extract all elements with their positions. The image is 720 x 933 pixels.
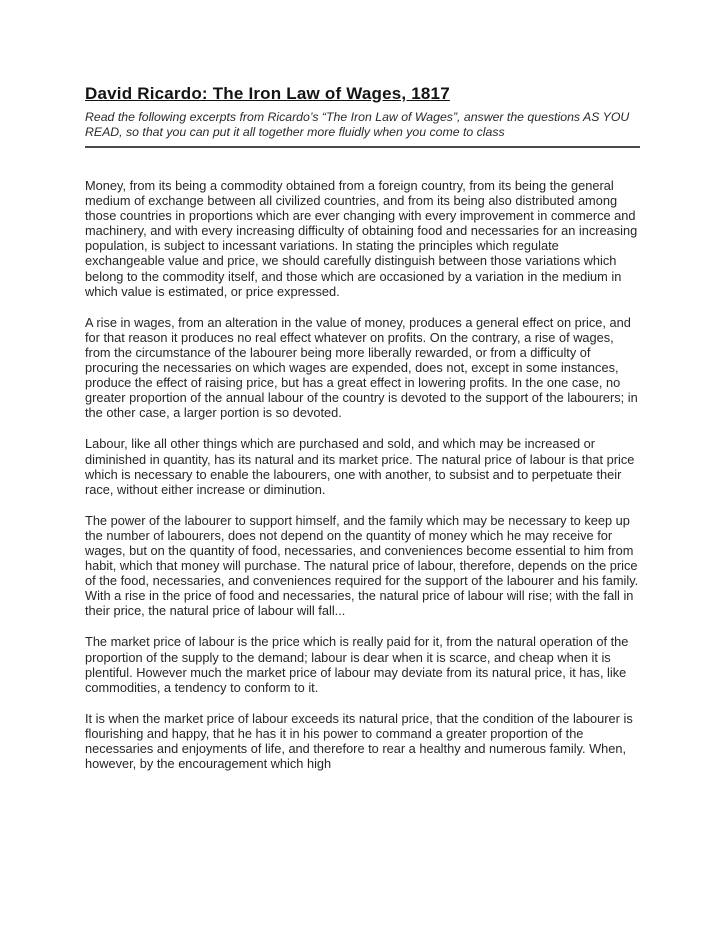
document-content	[85, 84, 640, 771]
horizontal-rule	[85, 146, 640, 148]
paragraph-labour-natural-market-price: Labour, like all other things which are purchased and sold, and which may be increased or diminished in quantity, has its natural and its market price. The natural price of labour is that price which is necessary to enable the labourers, one with another, to subsist and to perpetuate their race, without either increase or diminution.	[85, 436, 635, 497]
instructions-text: Read the following excerpts from Ricardo’s “The Iron Law of Wages”, answer the questions AS YOU READ, so that you can put it all together more fluidly when you come to class	[85, 110, 630, 139]
excerpt-body	[85, 178, 640, 771]
paragraph-money-commodity: Money, from its being a commodity obtained from a foreign country, from its being the general medium of exchange between all civilized countries, and from its being also distributed among those countries in proportions which are ever changing with every improvement in commerce and machinery, and with every increasing difficulty of obtaining food and necessaries for an increasing population, is subject to incessant variations. In stating the principles which regulate exchangeable value and price, we should carefully distinguish between those variations which belong to the commodity itself, and those which are occasioned by a variation in the medium in which value is estimated, or price expressed.	[85, 178, 638, 299]
document-title: David Ricardo: The Iron Law of Wages, 1817	[85, 84, 450, 103]
paragraph-rise-in-wages: A rise in wages, from an alteration in the value of money, produces a general effect on price, and for that reason it produces no real effect whatever on profits. On the contrary, a rise of wages, from the circumstance of the labourer being more liberally rewarded, or from a difficulty of procuring the necessaries on which wages are expended, does not, except in some instances, produce the effect of raising price, but has a great effect in lowering profits. In the one case, no greater proportion of the annual labour of the country is devoted to the support of the labourers; in the other case, a larger portion is so devoted.	[85, 314, 638, 421]
paragraph-market-price-of-labour: The market price of labour is the price which is really paid for it, from the natural operation of the proportion of the supply to the demand; labour is dear when it is scarce, and cheap when it is plentiful. However much the market price of labour may deviate from its natural price, it has, like commodities, a tendency to conform to it.	[85, 634, 629, 695]
paragraph-power-of-labourer: The power of the labourer to support himself, and the family which may be necessary to keep up the number of labourers, does not depend on the quantity of money which he may receive for wages, but on the quantity of food, necessaries, and conveniences become essential to him from habit, which that money will purchase. The natural price of labour, therefore, depends on the price of the food, necessaries, and conveniences required for the support of the labourer and his family. With a rise in the price of food and necessaries, the natural price of labour will rise; with the fall in their price, the natural price of labour will fall...	[85, 512, 639, 619]
paragraph-market-exceeds-natural: It is when the market price of labour exceeds its natural price, that the condition of the labourer is flourishing and happy, that he has it in his power to command a greater proportion of the necessaries and enjoyments of life, and therefore to rear a healthy and numerous family. When, however, by the encouragement which high	[85, 710, 633, 772]
